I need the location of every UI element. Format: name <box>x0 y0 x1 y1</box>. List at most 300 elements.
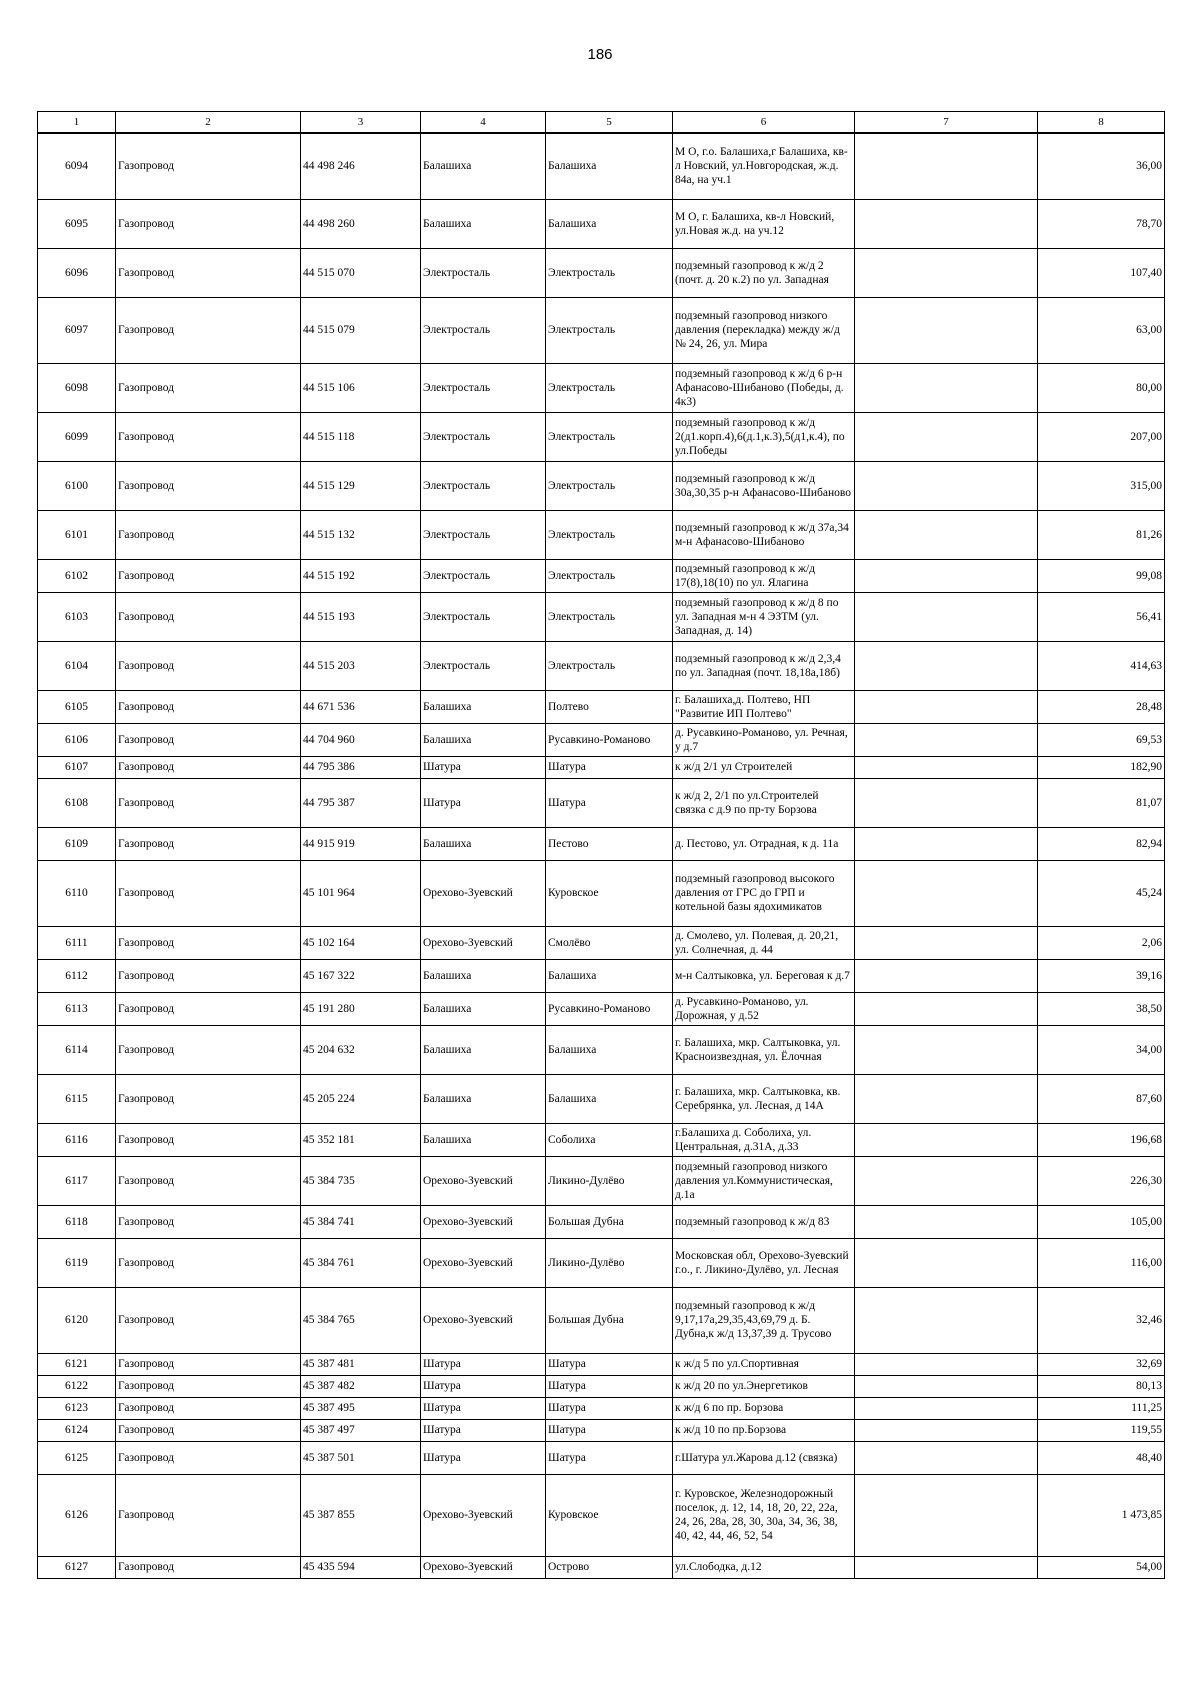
address-cell: М О, г. Балашиха, кв-л Новский, ул.Новая ж.д. на уч.12 <box>673 199 855 248</box>
object-name-cell: Газопровод <box>116 1238 301 1287</box>
row-number-cell: 6105 <box>38 690 116 723</box>
note-cell <box>855 363 1038 412</box>
inventory-number-cell: 45 352 181 <box>301 1123 421 1156</box>
note-cell <box>855 412 1038 461</box>
row-number-cell: 6116 <box>38 1123 116 1156</box>
district-cell: Балашиха <box>421 959 546 992</box>
table-row <box>38 1353 1165 1375</box>
table-row <box>38 1025 1165 1074</box>
row-number-cell: 6109 <box>38 827 116 860</box>
district-cell: Орехово-Зуевский <box>421 1474 546 1556</box>
locality-cell: Электросталь <box>546 363 673 412</box>
inventory-number-cell: 44 515 070 <box>301 248 421 297</box>
district-cell: Орехово-Зуевский <box>421 860 546 926</box>
object-name-cell: Газопровод <box>116 592 301 641</box>
row-number-cell: 6118 <box>38 1205 116 1238</box>
note-cell <box>855 860 1038 926</box>
note-cell <box>855 1397 1038 1419</box>
note-cell <box>855 959 1038 992</box>
table-row <box>38 1556 1165 1578</box>
object-name-cell: Газопровод <box>116 363 301 412</box>
note-cell <box>855 723 1038 756</box>
locality-cell: Большая Дубна <box>546 1205 673 1238</box>
note-cell <box>855 827 1038 860</box>
address-cell: подземный газопровод к ж/д 37а,34 м-н Афанасово-Шибаново <box>673 510 855 559</box>
district-cell: Электросталь <box>421 510 546 559</box>
row-number-cell: 6123 <box>38 1397 116 1419</box>
locality-cell: Электросталь <box>546 461 673 510</box>
length-cell: 54,00 <box>1038 1556 1165 1578</box>
table-row <box>38 297 1165 363</box>
table-row <box>38 1123 1165 1156</box>
table-row <box>38 827 1165 860</box>
object-name-cell: Газопровод <box>116 1397 301 1419</box>
district-cell: Орехово-Зуевский <box>421 1238 546 1287</box>
inventory-number-cell: 44 795 386 <box>301 756 421 778</box>
table-row <box>38 412 1165 461</box>
length-cell: 1 473,85 <box>1038 1474 1165 1556</box>
inventory-number-cell: 44 515 192 <box>301 559 421 592</box>
row-number-cell: 6108 <box>38 778 116 827</box>
object-name-cell: Газопровод <box>116 992 301 1025</box>
length-cell: 82,94 <box>1038 827 1165 860</box>
row-number-cell: 6104 <box>38 641 116 690</box>
locality-cell: Балашиха <box>546 959 673 992</box>
table-row <box>38 778 1165 827</box>
inventory-number-cell: 45 384 735 <box>301 1156 421 1205</box>
object-name-cell: Газопровод <box>116 1375 301 1397</box>
inventory-number-cell: 44 498 246 <box>301 133 421 199</box>
address-cell: м-н Салтыковка, ул. Береговая к д.7 <box>673 959 855 992</box>
length-cell: 87,60 <box>1038 1074 1165 1123</box>
locality-cell: Шатура <box>546 1419 673 1441</box>
row-number-cell: 6095 <box>38 199 116 248</box>
note-cell <box>855 926 1038 959</box>
note-cell <box>855 199 1038 248</box>
row-number-cell: 6119 <box>38 1238 116 1287</box>
column-header: 5 <box>546 112 673 134</box>
row-number-cell: 6122 <box>38 1375 116 1397</box>
row-number-cell: 6103 <box>38 592 116 641</box>
length-cell: 80,00 <box>1038 363 1165 412</box>
inventory-number-cell: 45 384 741 <box>301 1205 421 1238</box>
object-name-cell: Газопровод <box>116 756 301 778</box>
table-row <box>38 1287 1165 1353</box>
inventory-number-cell: 45 167 322 <box>301 959 421 992</box>
address-cell: д. Смолево, ул. Полевая, д. 20,21, ул. Солнечная, д. 44 <box>673 926 855 959</box>
row-number-cell: 6106 <box>38 723 116 756</box>
district-cell: Шатура <box>421 1375 546 1397</box>
locality-cell: Русавкино-Романово <box>546 992 673 1025</box>
length-cell: 28,48 <box>1038 690 1165 723</box>
object-name-cell: Газопровод <box>116 248 301 297</box>
object-name-cell: Газопровод <box>116 1205 301 1238</box>
object-name-cell: Газопровод <box>116 1025 301 1074</box>
object-name-cell: Газопровод <box>116 827 301 860</box>
length-cell: 56,41 <box>1038 592 1165 641</box>
object-name-cell: Газопровод <box>116 1287 301 1353</box>
note-cell <box>855 510 1038 559</box>
locality-cell: Балашиха <box>546 1025 673 1074</box>
inventory-number-cell: 44 915 919 <box>301 827 421 860</box>
inventory-number-cell: 45 204 632 <box>301 1025 421 1074</box>
locality-cell: Балашиха <box>546 1074 673 1123</box>
address-cell: подземный газопровод к ж/д 6 р-н Афанасово-Шибаново (Победы, д. 4к3) <box>673 363 855 412</box>
row-number-cell: 6114 <box>38 1025 116 1074</box>
note-cell <box>855 1205 1038 1238</box>
note-cell <box>855 1419 1038 1441</box>
district-cell: Орехово-Зуевский <box>421 926 546 959</box>
inventory-number-cell: 44 515 079 <box>301 297 421 363</box>
length-cell: 81,26 <box>1038 510 1165 559</box>
address-cell: к ж/д 10 по пр.Борзова <box>673 1419 855 1441</box>
row-number-cell: 6101 <box>38 510 116 559</box>
district-cell: Балашиха <box>421 827 546 860</box>
district-cell: Электросталь <box>421 248 546 297</box>
gas-pipeline-registry-table <box>37 111 1165 1579</box>
inventory-number-cell: 44 515 106 <box>301 363 421 412</box>
address-cell: подземный газопровод к ж/д 17(8),18(10) по ул. Ялагина <box>673 559 855 592</box>
row-number-cell: 6124 <box>38 1419 116 1441</box>
length-cell: 38,50 <box>1038 992 1165 1025</box>
length-cell: 414,63 <box>1038 641 1165 690</box>
object-name-cell: Газопровод <box>116 778 301 827</box>
table-row <box>38 1156 1165 1205</box>
object-name-cell: Газопровод <box>116 461 301 510</box>
object-name-cell: Газопровод <box>116 959 301 992</box>
note-cell <box>855 756 1038 778</box>
locality-cell: Смолёво <box>546 926 673 959</box>
object-name-cell: Газопровод <box>116 199 301 248</box>
length-cell: 63,00 <box>1038 297 1165 363</box>
address-cell: к ж/д 2, 2/1 по ул.Строителей связка с д.9 по пр-ту Борзова <box>673 778 855 827</box>
object-name-cell: Газопровод <box>116 1419 301 1441</box>
length-cell: 196,68 <box>1038 1123 1165 1156</box>
table-row <box>38 959 1165 992</box>
district-cell: Балашиха <box>421 133 546 199</box>
object-name-cell: Газопровод <box>116 133 301 199</box>
district-cell: Шатура <box>421 778 546 827</box>
row-number-cell: 6111 <box>38 926 116 959</box>
address-cell: д. Пестово, ул. Отрадная, к д. 11а <box>673 827 855 860</box>
locality-cell: Балашиха <box>546 199 673 248</box>
inventory-number-cell: 45 384 761 <box>301 1238 421 1287</box>
inventory-number-cell: 45 387 855 <box>301 1474 421 1556</box>
locality-cell: Шатура <box>546 778 673 827</box>
locality-cell: Шатура <box>546 1375 673 1397</box>
note-cell <box>855 461 1038 510</box>
table-row <box>38 860 1165 926</box>
note-cell <box>855 992 1038 1025</box>
address-cell: к ж/д 6 по пр. Борзова <box>673 1397 855 1419</box>
address-cell: М О, г.о. Балашиха,г Балашиха, кв-л Новский, ул.Новгородская, ж.д. 84а, на уч.1 <box>673 133 855 199</box>
address-cell: подземный газопровод к ж/д 2 (почт. д. 20 к.2) по ул. Западная <box>673 248 855 297</box>
table-row <box>38 133 1165 199</box>
address-cell: д. Русавкино-Романово, ул. Речная, у д.7 <box>673 723 855 756</box>
length-cell: 105,00 <box>1038 1205 1165 1238</box>
district-cell: Балашиха <box>421 199 546 248</box>
table-row <box>38 199 1165 248</box>
note-cell <box>855 1556 1038 1578</box>
note-cell <box>855 690 1038 723</box>
locality-cell: Шатура <box>546 756 673 778</box>
object-name-cell: Газопровод <box>116 723 301 756</box>
inventory-number-cell: 45 191 280 <box>301 992 421 1025</box>
district-cell: Электросталь <box>421 297 546 363</box>
note-cell <box>855 1474 1038 1556</box>
inventory-number-cell: 44 515 203 <box>301 641 421 690</box>
address-cell: г. Балашиха, мкр. Салтыковка, кв. Серебрянка, ул. Лесная, д 14А <box>673 1074 855 1123</box>
row-number-cell: 6121 <box>38 1353 116 1375</box>
row-number-cell: 6120 <box>38 1287 116 1353</box>
object-name-cell: Газопровод <box>116 641 301 690</box>
note-cell <box>855 778 1038 827</box>
note-cell <box>855 559 1038 592</box>
locality-cell: Большая Дубна <box>546 1287 673 1353</box>
table-row <box>38 690 1165 723</box>
object-name-cell: Газопровод <box>116 1156 301 1205</box>
inventory-number-cell: 44 515 193 <box>301 592 421 641</box>
inventory-number-cell: 45 101 964 <box>301 860 421 926</box>
row-number-cell: 6096 <box>38 248 116 297</box>
row-number-cell: 6127 <box>38 1556 116 1578</box>
table-body <box>38 133 1165 1578</box>
table-row <box>38 1397 1165 1419</box>
row-number-cell: 6100 <box>38 461 116 510</box>
length-cell: 116,00 <box>1038 1238 1165 1287</box>
address-cell: подземный газопровод к ж/д 2,3,4 по ул. Западная (почт. 18,18а,18б) <box>673 641 855 690</box>
district-cell: Шатура <box>421 1397 546 1419</box>
object-name-cell: Газопровод <box>116 1353 301 1375</box>
note-cell <box>855 1238 1038 1287</box>
inventory-number-cell: 45 387 495 <box>301 1397 421 1419</box>
address-cell: г.Шатура ул.Жарова д.12 (связка) <box>673 1441 855 1474</box>
address-cell: к ж/д 20 по ул.Энергетиков <box>673 1375 855 1397</box>
table-row <box>38 1375 1165 1397</box>
table-row <box>38 592 1165 641</box>
inventory-number-cell: 45 387 501 <box>301 1441 421 1474</box>
locality-cell: Пестово <box>546 827 673 860</box>
table-row <box>38 559 1165 592</box>
inventory-number-cell: 45 205 224 <box>301 1074 421 1123</box>
inventory-number-cell: 44 795 387 <box>301 778 421 827</box>
table-row <box>38 510 1165 559</box>
table-row <box>38 248 1165 297</box>
note-cell <box>855 297 1038 363</box>
note-cell <box>855 592 1038 641</box>
inventory-number-cell: 44 498 260 <box>301 199 421 248</box>
locality-cell: Ликино-Дулёво <box>546 1156 673 1205</box>
object-name-cell: Газопровод <box>116 297 301 363</box>
district-cell: Балашиха <box>421 1123 546 1156</box>
row-number-cell: 6115 <box>38 1074 116 1123</box>
district-cell: Шатура <box>421 1419 546 1441</box>
address-cell: д. Русавкино-Романово, ул. Дорожная, у д.52 <box>673 992 855 1025</box>
district-cell: Электросталь <box>421 461 546 510</box>
locality-cell: Электросталь <box>546 510 673 559</box>
note-cell <box>855 133 1038 199</box>
district-cell: Балашиха <box>421 992 546 1025</box>
inventory-number-cell: 44 515 118 <box>301 412 421 461</box>
address-cell: подземный газопровод к ж/д 9,17,17а,29,35,43,69,79 д. Б. Дубна,к ж/д 13,37,39 д. Трусово <box>673 1287 855 1353</box>
inventory-number-cell: 45 102 164 <box>301 926 421 959</box>
row-number-cell: 6117 <box>38 1156 116 1205</box>
note-cell <box>855 1074 1038 1123</box>
column-header: 2 <box>116 112 301 134</box>
locality-cell: Электросталь <box>546 592 673 641</box>
object-name-cell: Газопровод <box>116 1441 301 1474</box>
locality-cell: Шатура <box>546 1441 673 1474</box>
column-header: 6 <box>673 112 855 134</box>
object-name-cell: Газопровод <box>116 926 301 959</box>
row-number-cell: 6107 <box>38 756 116 778</box>
district-cell: Шатура <box>421 756 546 778</box>
locality-cell: Электросталь <box>546 248 673 297</box>
length-cell: 69,53 <box>1038 723 1165 756</box>
row-number-cell: 6097 <box>38 297 116 363</box>
length-cell: 119,55 <box>1038 1419 1165 1441</box>
row-number-cell: 6094 <box>38 133 116 199</box>
object-name-cell: Газопровод <box>116 1123 301 1156</box>
address-cell: подземный газопровод к ж/д 2(д1.корп.4),6(д.1,к.3),5(д1,к.4), по ул.Победы <box>673 412 855 461</box>
address-cell: подземный газопровод к ж/д 30а,30,35 р-н Афанасово-Шибаново <box>673 461 855 510</box>
object-name-cell: Газопровод <box>116 1474 301 1556</box>
address-cell: г. Куровское, Железнодорожный поселок, д. 12, 14, 18, 20, 22, 22а, 24, 26, 28а, 28, 30, 30а, 34, 36, 38, 40, 42, 44, 46, 52, 54 <box>673 1474 855 1556</box>
locality-cell: Соболиха <box>546 1123 673 1156</box>
length-cell: 111,25 <box>1038 1397 1165 1419</box>
address-cell: г. Балашиха,д. Полтево, НП "Развитие ИП Полтево" <box>673 690 855 723</box>
table-row <box>38 1205 1165 1238</box>
object-name-cell: Газопровод <box>116 690 301 723</box>
locality-cell: Куровское <box>546 1474 673 1556</box>
inventory-number-cell: 45 384 765 <box>301 1287 421 1353</box>
district-cell: Электросталь <box>421 641 546 690</box>
note-cell <box>855 1025 1038 1074</box>
inventory-number-cell: 45 435 594 <box>301 1556 421 1578</box>
table-row <box>38 461 1165 510</box>
note-cell <box>855 1123 1038 1156</box>
column-header: 8 <box>1038 112 1165 134</box>
address-cell: г. Балашиха, мкр. Салтыковка, ул. Красноизвездная, ул. Ёлочная <box>673 1025 855 1074</box>
table-row <box>38 1074 1165 1123</box>
address-cell: к ж/д 5 по ул.Спортивная <box>673 1353 855 1375</box>
address-cell: ул.Слободка, д.12 <box>673 1556 855 1578</box>
inventory-number-cell: 44 704 960 <box>301 723 421 756</box>
length-cell: 34,00 <box>1038 1025 1165 1074</box>
table-row <box>38 1441 1165 1474</box>
length-cell: 48,40 <box>1038 1441 1165 1474</box>
row-number-cell: 6125 <box>38 1441 116 1474</box>
address-cell: подземный газопровод низкого давления (перекладка) между ж/д № 24, 26, ул. Мира <box>673 297 855 363</box>
object-name-cell: Газопровод <box>116 510 301 559</box>
table-row <box>38 1474 1165 1556</box>
locality-cell: Куровское <box>546 860 673 926</box>
table-row <box>38 992 1165 1025</box>
row-number-cell: 6112 <box>38 959 116 992</box>
length-cell: 39,16 <box>1038 959 1165 992</box>
inventory-number-cell: 45 387 481 <box>301 1353 421 1375</box>
district-cell: Электросталь <box>421 559 546 592</box>
locality-cell: Полтево <box>546 690 673 723</box>
column-number-row <box>38 112 1165 134</box>
column-header: 7 <box>855 112 1038 134</box>
locality-cell: Электросталь <box>546 412 673 461</box>
address-cell: подземный газопровод низкого давления ул.Коммунистическая, д.1а <box>673 1156 855 1205</box>
district-cell: Электросталь <box>421 412 546 461</box>
note-cell <box>855 1441 1038 1474</box>
note-cell <box>855 641 1038 690</box>
row-number-cell: 6098 <box>38 363 116 412</box>
length-cell: 81,07 <box>1038 778 1165 827</box>
note-cell <box>855 1375 1038 1397</box>
locality-cell: Острово <box>546 1556 673 1578</box>
length-cell: 2,06 <box>1038 926 1165 959</box>
district-cell: Орехово-Зуевский <box>421 1556 546 1578</box>
district-cell: Балашиха <box>421 690 546 723</box>
object-name-cell: Газопровод <box>116 860 301 926</box>
object-name-cell: Газопровод <box>116 559 301 592</box>
length-cell: 36,00 <box>1038 133 1165 199</box>
inventory-number-cell: 44 515 129 <box>301 461 421 510</box>
length-cell: 182,90 <box>1038 756 1165 778</box>
locality-cell: Электросталь <box>546 641 673 690</box>
address-cell: подземный газопровод к ж/д 83 <box>673 1205 855 1238</box>
length-cell: 32,69 <box>1038 1353 1165 1375</box>
length-cell: 80,13 <box>1038 1375 1165 1397</box>
district-cell: Орехово-Зуевский <box>421 1156 546 1205</box>
locality-cell: Русавкино-Романово <box>546 723 673 756</box>
locality-cell: Шатура <box>546 1353 673 1375</box>
address-cell: подземный газопровод к ж/д 8 по ул. Западная м-н 4 ЭЗТМ (ул. Западная, д. 14) <box>673 592 855 641</box>
address-cell: г.Балашиха д. Соболиха, ул. Центральная, д.31А, д.33 <box>673 1123 855 1156</box>
locality-cell: Ликино-Дулёво <box>546 1238 673 1287</box>
locality-cell: Шатура <box>546 1397 673 1419</box>
locality-cell: Электросталь <box>546 559 673 592</box>
table-row <box>38 363 1165 412</box>
address-cell: Московская обл, Орехово-Зуевский г.о., г. Ликино-Дулёво, ул. Лесная <box>673 1238 855 1287</box>
inventory-number-cell: 44 671 536 <box>301 690 421 723</box>
note-cell <box>855 1353 1038 1375</box>
row-number-cell: 6113 <box>38 992 116 1025</box>
row-number-cell: 6126 <box>38 1474 116 1556</box>
column-header: 1 <box>38 112 116 134</box>
page-number: 186 <box>587 46 613 63</box>
address-cell: к ж/д 2/1 ул Строителей <box>673 756 855 778</box>
district-cell: Шатура <box>421 1441 546 1474</box>
table-row <box>38 1419 1165 1441</box>
column-header: 3 <box>301 112 421 134</box>
length-cell: 207,00 <box>1038 412 1165 461</box>
table-row <box>38 926 1165 959</box>
table-row <box>38 1238 1165 1287</box>
length-cell: 226,30 <box>1038 1156 1165 1205</box>
inventory-number-cell: 45 387 497 <box>301 1419 421 1441</box>
address-cell: подземный газопровод высокого давления от ГРС до ГРП и котельной базы ядохимикатов <box>673 860 855 926</box>
length-cell: 32,46 <box>1038 1287 1165 1353</box>
row-number-cell: 6110 <box>38 860 116 926</box>
row-number-cell: 6099 <box>38 412 116 461</box>
locality-cell: Электросталь <box>546 297 673 363</box>
district-cell: Орехово-Зуевский <box>421 1205 546 1238</box>
object-name-cell: Газопровод <box>116 412 301 461</box>
note-cell <box>855 248 1038 297</box>
inventory-number-cell: 44 515 132 <box>301 510 421 559</box>
district-cell: Балашиха <box>421 1074 546 1123</box>
length-cell: 107,40 <box>1038 248 1165 297</box>
object-name-cell: Газопровод <box>116 1074 301 1123</box>
locality-cell: Балашиха <box>546 133 673 199</box>
district-cell: Балашиха <box>421 723 546 756</box>
